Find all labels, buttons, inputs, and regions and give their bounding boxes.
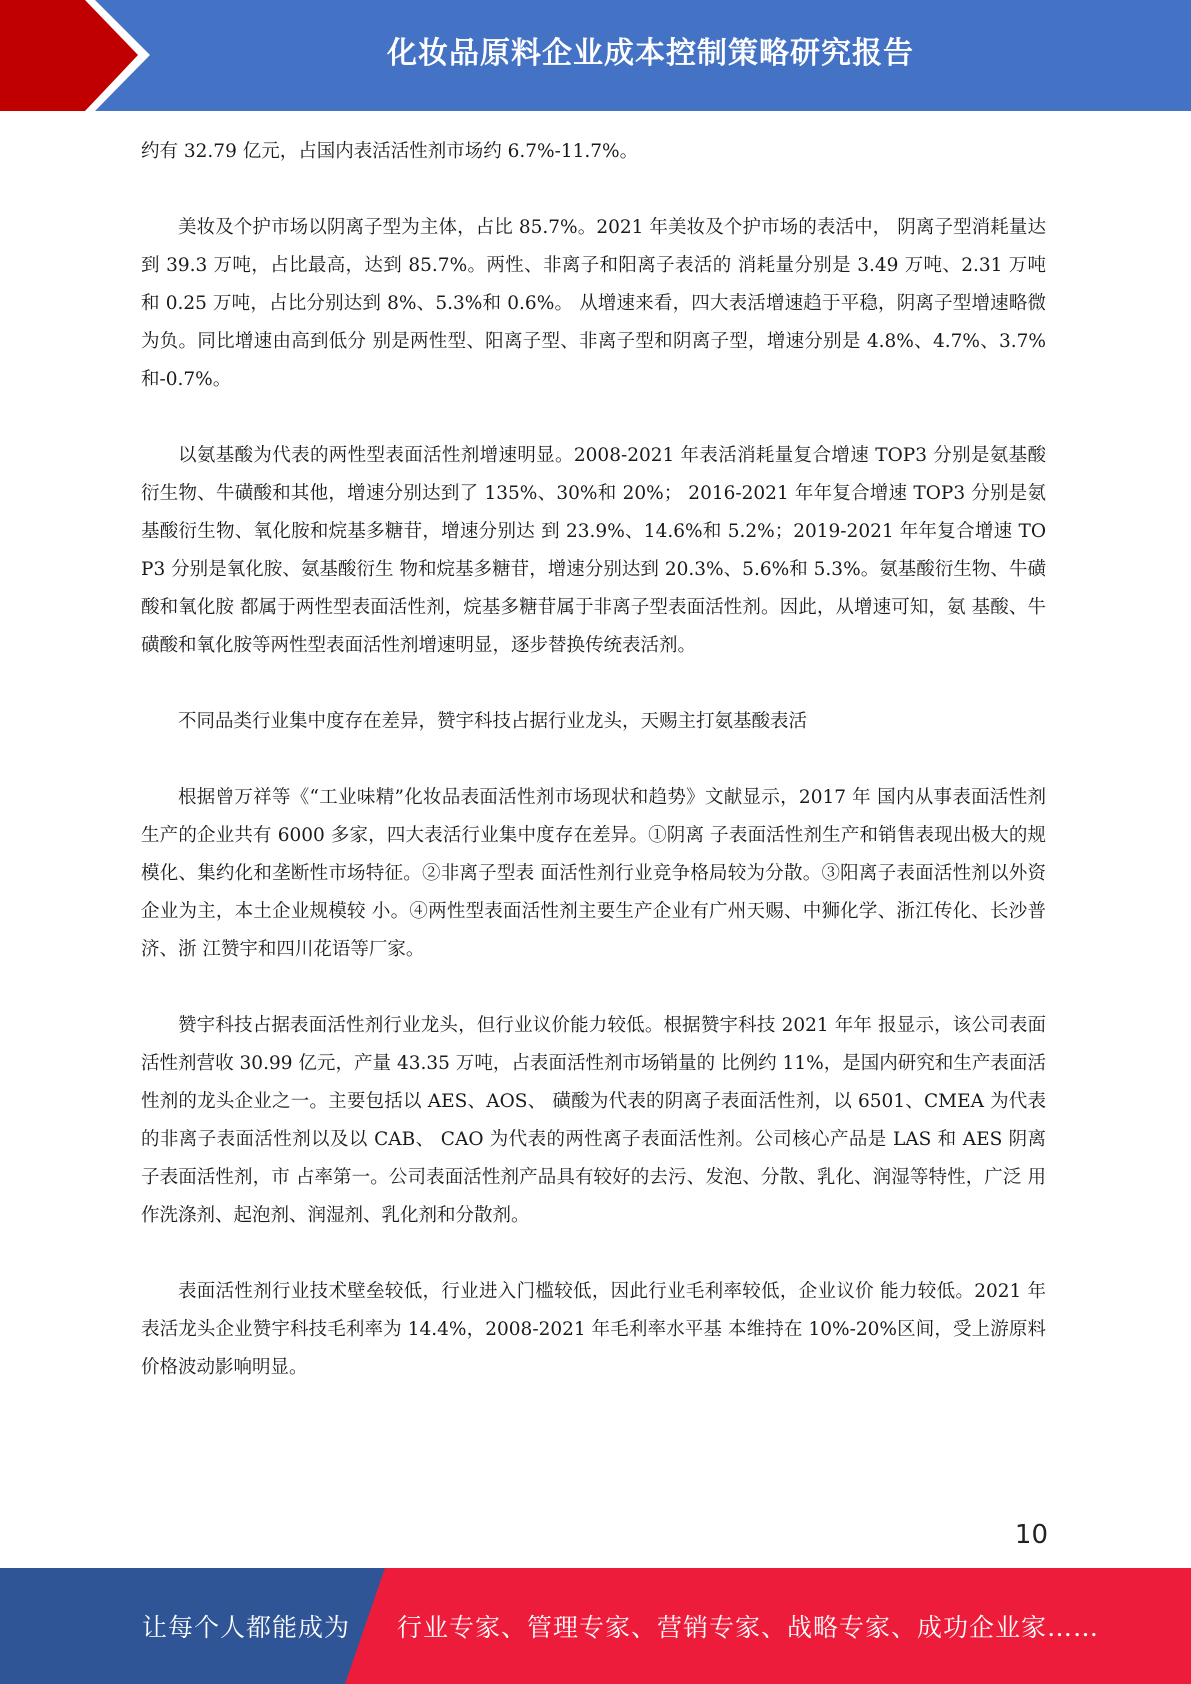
paragraph-industry-concentration: 根据曾万祥等《“工业味精”化妆品表面活性剂市场现状和趋势》文献显示，2017 年 国内从事表面活性剂生产的企业共有 6000 多家，四大表活行业集中度存在差异。①阴离 子表面活性剂生产和销售表现出极大的规模化、集约化和垄断性市场特征。②非离子型表 面活性剂行业竞争格局较为分散。③阳离子表面活性剂以外资企业为主，本土企业规模较 小。④两性型表面活性剂主要生产企业有广州天赐、中狮化学、浙江传化、长沙普济、浙 江赞宇和四川花语等厂家。 bbox=[141, 787, 1046, 960]
page-number: 10 bbox=[1014, 1520, 1048, 1550]
report-title: 化妆品原料企业成本控制策略研究报告 bbox=[387, 36, 914, 71]
report-body bbox=[141, 133, 1046, 1425]
footer-slogan-right: 行业专家、管理专家、营销专家、战略专家、成功企业家…… bbox=[397, 1613, 1100, 1642]
paragraph-amino-acid-growth: 以氨基酸为代表的两性型表面活性剂增速明显。2008-2021 年表活消耗量复合增速 TOP3 分别是氨基酸衍生物、牛磺酸和其他，增速分别达到了 135%、30%和 20%； 2016-2021 年年复合增速 TOP3 分别是氨基酸衍生物、氧化胺和烷基多糖苷，增速分别达 到 23.9%、14.6%和 5.2%；2019-2021 年年复合增速 TOP3 分别是氧化胺、氨基酸衍生 物和烷基多糖苷，增速分别达到 20.3%、5.6%和 5.3%。氨基酸衍生物、牛磺酸和氧化胺 都属于两性型表面活性剂，烷基多糖苷属于非离子型表面活性剂。因此，从增速可知，氨 基酸、牛磺酸和氧化胺等两性型表面活性剂增速明显，逐步替换传统表活剂。 bbox=[141, 445, 1046, 656]
paragraph-zanyu-leader: 赞宇科技占据表面活性剂行业龙头，但行业议价能力较低。根据赞宇科技 2021 年年 报显示，该公司表面活性剂营收 30.99 亿元，产量 43.35 万吨，占表面活性剂市场销量的 比例约 11%，是国内研究和生产表面活性剂的龙头企业之一。主要包括以 AES、AOS、 磺酸为代表的阴离子表面活性剂，以 6501、CMEA 为代表的非离子表面活性剂以及以 CAB、 CAO 为代表的两性离子表面活性剂。公司核心产品是 LAS 和 AES 阴离子表面活性剂，市 占率第一。公司表面活性剂产品具有较好的去污、发泡、分散、乳化、润湿等特性，广泛 用作洗涤剂、起泡剂、润湿剂、乳化剂和分散剂。 bbox=[141, 1015, 1046, 1226]
page-footer bbox=[0, 1568, 1191, 1684]
chevron-arrow-icon bbox=[0, 0, 140, 111]
footer-slogan-left: 让每个人都能成为 bbox=[142, 1613, 351, 1642]
paragraph-beauty-market: 美妆及个护市场以阴离子型为主体，占比 85.7%。2021 年美妆及个护市场的表活中， 阴离子型消耗量达到 39.3 万吨，占比最高，达到 85.7%。两性、非离子和阳离子表活的 消耗量分别是 3.49 万吨、2.31 万吨和 0.25 万吨，占比分别达到 8%、5.3%和 0.6%。 从增速来看，四大表活增速趋于平稳，阴离子型增速略微为负。同比增速由高到低分 别是两性型、阳离子型、非离子型和阴离子型，增速分别是 4.8%、4.7%、3.7%和-0.7%。 bbox=[141, 217, 1046, 390]
paragraph-continuation: 约有 32.79 亿元，占国内表活活性剂市场约 6.7%-11.7%。 bbox=[141, 141, 639, 162]
paragraph-low-margin: 表面活性剂行业技术壁垒较低，行业进入门槛较低，因此行业毛利率较低，企业议价 能力较低。2021 年表活龙头企业赞宇科技毛利率为 14.4%，2008-2021 年毛利率水平基 本维持在 10%-20%区间，受上游原料价格波动影响明显。 bbox=[141, 1281, 1046, 1378]
page-header bbox=[0, 0, 1191, 111]
section-heading: 不同品类行业集中度存在差异，赞宇科技占据行业龙头，天赐主打氨基酸表活 bbox=[178, 711, 808, 732]
